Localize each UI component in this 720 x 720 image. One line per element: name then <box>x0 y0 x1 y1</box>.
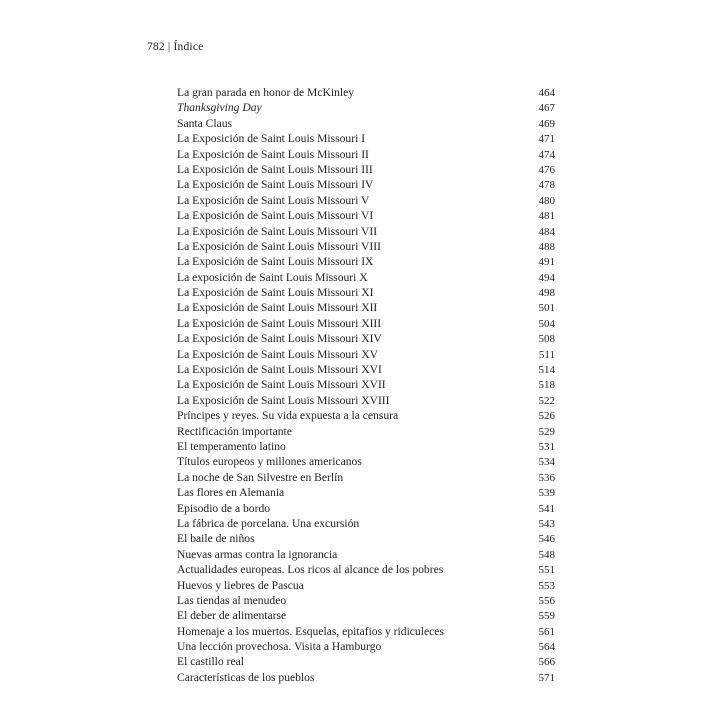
toc-entry-title: Thanksgiving Day <box>177 101 262 115</box>
toc-entry-title: La Exposición de Saint Louis Missouri IV <box>177 178 374 192</box>
toc-entry-title: La Exposición de Saint Louis Missouri XIII <box>177 316 382 330</box>
toc-entry-title: La Exposición de Saint Louis Missouri VII <box>177 224 378 238</box>
toc-entry-title: La Exposición de Saint Louis Missouri IX <box>177 255 374 269</box>
toc-entry <box>177 624 555 639</box>
toc-entry <box>177 393 555 408</box>
toc-entry <box>177 578 555 593</box>
toc-entry-title: Huevos y liebres de Pascua <box>177 578 304 592</box>
toc-entry-page: 559 <box>538 610 555 623</box>
toc-entry-title: La gran parada en honor de McKinley <box>177 86 355 99</box>
toc-entry-page: 478 <box>538 179 555 192</box>
toc-entry-page: 508 <box>538 333 555 346</box>
toc-entry-page: 556 <box>538 594 555 607</box>
toc-entry-title: Características de los pueblos <box>177 670 315 684</box>
toc-entry-page: 566 <box>538 656 555 669</box>
toc-entry-page: 564 <box>538 641 555 654</box>
toc-entry-page: 480 <box>538 194 555 207</box>
toc-entry <box>177 224 555 239</box>
toc-entry-title: Una lección provechosa. Visita a Hamburgo <box>177 640 382 654</box>
toc-entry-title: El castillo real <box>177 655 244 669</box>
toc-entry-page: 548 <box>538 548 555 561</box>
toc-entry-title: La Exposición de Saint Louis Missouri XVI <box>177 363 382 377</box>
toc-entry <box>177 531 555 546</box>
toc-entry-title: Homenaje a los muertos. Esquelas, epitafios y ridiculeces <box>177 624 444 638</box>
toc-entry-title: La exposición de Saint Louis Missouri X <box>177 270 368 284</box>
toc-entry <box>177 85 555 100</box>
toc-entry-page: 474 <box>538 148 555 161</box>
toc-entry <box>177 639 555 654</box>
toc-entry-page: 494 <box>538 271 555 284</box>
toc-entry-page: 469 <box>538 117 555 130</box>
toc-entry-page: 488 <box>538 240 555 253</box>
toc-entry <box>177 208 555 223</box>
toc-entry <box>177 670 555 685</box>
toc-entry <box>177 331 555 346</box>
toc-entry-title: La noche de San Silvestre en Berlín <box>177 470 344 484</box>
toc-entry-page: 536 <box>538 471 555 484</box>
toc-entry-title: La fábrica de porcelana. Una excursión <box>177 516 360 530</box>
toc-entry-page: 561 <box>538 625 555 638</box>
toc-entry <box>177 377 555 392</box>
toc-entry <box>177 193 555 208</box>
toc-entry <box>177 347 555 362</box>
toc-entry <box>177 439 555 454</box>
toc-entry-page: 553 <box>538 579 555 592</box>
toc-entry-page: 541 <box>538 502 555 515</box>
toc-entry-title: La Exposición de Saint Louis Missouri II <box>177 147 369 161</box>
toc-entry <box>177 424 555 439</box>
toc-entry-page: 531 <box>538 440 555 453</box>
toc-entry <box>177 654 555 669</box>
toc-entry-page: 526 <box>538 410 555 423</box>
toc-entry-title: Santa Claus <box>177 116 233 130</box>
toc-entry-page: 484 <box>538 225 555 238</box>
toc-entry-title: Las tiendas al menudeo <box>177 593 287 607</box>
toc-entry <box>177 316 555 331</box>
toc-entry-title: La Exposición de Saint Louis Missouri XIV <box>177 332 382 346</box>
toc-entry-page: 501 <box>538 302 555 315</box>
toc-entry-page: 571 <box>538 671 555 684</box>
toc-entry <box>177 547 555 562</box>
toc-entry-title: La Exposición de Saint Louis Missouri XII <box>177 301 378 315</box>
toc-entry-page: 511 <box>538 348 555 361</box>
toc-entry <box>177 270 555 285</box>
toc-entry-page: 467 <box>538 102 555 115</box>
toc-entry-page: 514 <box>538 364 555 377</box>
toc-entry-page: 491 <box>538 256 555 269</box>
toc-entry <box>177 362 555 377</box>
running-head: 782 | Índice <box>147 41 204 53</box>
toc-entry <box>177 300 555 315</box>
toc-entry <box>177 177 555 192</box>
toc-entry-title: Rectificación importante <box>177 424 292 438</box>
toc-entry-page: 529 <box>538 425 555 438</box>
toc-entry-page: 546 <box>538 533 555 546</box>
toc-entry-page: 498 <box>538 287 555 300</box>
toc-entry-page: 522 <box>538 394 555 407</box>
toc-entry <box>177 485 555 500</box>
toc-entry <box>177 562 555 577</box>
toc-entry-title: La Exposición de Saint Louis Missouri III <box>177 162 373 176</box>
toc-entry-page: 476 <box>538 163 555 176</box>
toc-entry-title: Episodio de a bordo <box>177 501 271 515</box>
toc-entry-page: 551 <box>538 564 555 577</box>
toc-entry-title: La Exposición de Saint Louis Missouri V <box>177 193 370 207</box>
toc-entry-title: La Exposición de Saint Louis Missouri XVII <box>177 378 386 392</box>
toc-entry-title: Nuevas armas contra la ignorancia <box>177 547 338 561</box>
toc-entry-title: El baile de niños <box>177 532 255 546</box>
table-of-contents <box>177 85 555 685</box>
toc-entry <box>177 501 555 516</box>
toc-entry-page: 534 <box>538 456 555 469</box>
toc-entry-title: Príncipes y reyes. Su vida expuesta a la censura <box>177 409 399 423</box>
toc-entry <box>177 408 555 423</box>
toc-entry <box>177 162 555 177</box>
toc-entry <box>177 239 555 254</box>
toc-entry-page: 471 <box>538 133 555 146</box>
toc-entry <box>177 131 555 146</box>
toc-entry-page: 518 <box>538 379 555 392</box>
toc-entry <box>177 147 555 162</box>
toc-entry <box>177 285 555 300</box>
toc-entry-title: La Exposición de Saint Louis Missouri XV <box>177 347 378 361</box>
toc-entry-title: Títulos europeos y millones americanos <box>177 455 362 469</box>
toc-entry <box>177 454 555 469</box>
toc-entry-title: La Exposición de Saint Louis Missouri XVIII <box>177 393 390 407</box>
toc-entry <box>177 593 555 608</box>
toc-entry <box>177 516 555 531</box>
toc-entry-page: 543 <box>538 517 555 530</box>
toc-entry <box>177 470 555 485</box>
toc-entry <box>177 608 555 623</box>
toc-entry <box>177 100 555 115</box>
toc-entry <box>177 116 555 131</box>
toc-entry-page: 481 <box>538 210 555 223</box>
toc-entry-title: La Exposición de Saint Louis Missouri VIII <box>177 239 381 253</box>
toc-entry-page: 504 <box>538 317 555 330</box>
toc-entry-title: El deber de alimentarse <box>177 609 287 623</box>
toc-entry-title: La Exposición de Saint Louis Missouri XI <box>177 286 374 300</box>
toc-entry <box>177 254 555 269</box>
toc-entry-title: El temperamento latino <box>177 439 286 453</box>
toc-entry-page: 464 <box>538 87 555 99</box>
toc-entry-title: La Exposición de Saint Louis Missouri I <box>177 132 366 146</box>
toc-entry-title: Las flores en Alemania <box>177 486 285 500</box>
toc-entry-title: Actualidades europeas. Los ricos al alcance de los pobres <box>177 563 444 577</box>
toc-entry-page: 539 <box>538 487 555 500</box>
toc-entry-title: La Exposición de Saint Louis Missouri VI <box>177 209 374 223</box>
